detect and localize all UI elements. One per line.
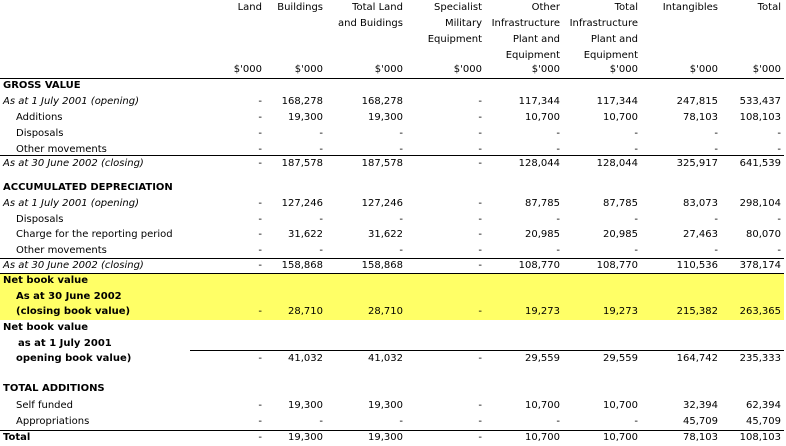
table-cell: 27,463 [683,229,718,240]
table-cell: - [258,416,262,427]
table-cell: 298,104 [739,198,781,209]
table-row [0,110,784,126]
table-cell: 378,174 [739,260,781,271]
table-cell: 20,985 [603,229,638,240]
table-cell: 83,073 [683,198,718,209]
table-cell: - [556,144,560,155]
table-cell: - [258,214,262,225]
table-cell: 235,333 [739,353,781,364]
table-cell: 533,437 [739,96,781,107]
table-cell: 10,700 [525,400,560,411]
row-label: Charge for the reporting period [16,229,173,240]
table-row [0,273,784,289]
table-cell: 19,273 [525,306,560,317]
table-cell: - [478,229,482,240]
table-row [0,320,784,336]
table-cell: - [478,306,482,317]
row-label: Additions [16,112,63,123]
table-cell: 641,539 [739,158,781,169]
table-cell: 32,394 [683,400,718,411]
table-row [0,94,784,110]
table-cell: 158,868 [281,260,323,271]
table-cell: - [478,260,482,271]
column-unit-3: $'000 [453,64,482,75]
table-cell: 117,344 [596,96,638,107]
table-cell: 31,622 [368,229,403,240]
column-unit-4: $'000 [531,64,560,75]
row-divider [0,78,784,79]
table-cell: - [258,432,262,443]
table-cell: 108,103 [739,432,781,443]
table-cell: - [319,128,323,139]
row-divider [0,273,784,274]
table-cell: 108,103 [739,112,781,123]
table-cell: - [319,144,323,155]
table-cell: 187,578 [361,158,403,169]
table-cell: 29,559 [525,353,560,364]
table-cell: - [258,112,262,123]
table-cell: 164,742 [676,353,718,364]
row-label: TOTAL ADDITIONS [3,383,105,394]
table-cell: - [399,416,403,427]
row-label: As at 1 July 2001 (opening) [3,198,140,209]
table-cell: - [399,144,403,155]
column-header-0: Land [237,2,262,13]
table-row [0,180,784,196]
table-row [0,381,784,397]
table-cell: - [478,400,482,411]
row-label: Disposals [16,214,64,225]
table-cell: 108,770 [596,260,638,271]
table-cell: 10,700 [603,400,638,411]
table-cell: 28,710 [368,306,403,317]
table-cell: 41,032 [368,353,403,364]
table-cell: - [777,144,781,155]
table-cell: 87,785 [525,198,560,209]
table-cell: - [478,112,482,123]
table-cell: 10,700 [525,432,560,443]
table-cell: - [478,96,482,107]
table-cell: - [258,128,262,139]
table-cell: 19,300 [368,112,403,123]
table-cell: - [478,158,482,169]
table-cell: 168,278 [361,96,403,107]
table-cell: 28,710 [288,306,323,317]
table-row [0,212,784,228]
table-row [0,258,784,274]
column-header-6: Intangibles [662,2,718,13]
table-cell: - [714,245,718,256]
table-row [0,156,784,172]
table-cell: - [714,144,718,155]
row-label: As at 30 June 2002 (closing) [3,158,144,169]
row-label: Self funded [16,400,74,411]
table-cell: 19,273 [603,306,638,317]
table-cell: 78,103 [683,432,718,443]
table-cell: 263,365 [739,306,781,317]
table-cell: 215,382 [676,306,718,317]
table-row [0,243,784,259]
table-row [0,398,784,414]
table-cell: 62,394 [746,400,781,411]
table-row [0,289,784,305]
row-label: Net book value [3,322,89,333]
table-cell: - [634,245,638,256]
column-unit-2: $'000 [374,64,403,75]
table-cell: - [777,245,781,256]
table-cell: - [478,198,482,209]
table-cell: 10,700 [603,432,638,443]
table-cell: - [478,353,482,364]
table-cell: - [258,400,262,411]
table-cell: - [258,229,262,240]
table-row [0,196,784,212]
row-divider [0,430,784,431]
row-label: Other movements [16,245,107,256]
row-divider [0,258,784,259]
row-label: Appropriations [16,416,90,427]
table-row [0,126,784,142]
table-cell: - [714,214,718,225]
table-cell: - [258,158,262,169]
table-cell: 78,103 [683,112,718,123]
table-cell: - [319,416,323,427]
table-cell: 87,785 [603,198,638,209]
table-cell: - [399,245,403,256]
table-cell: 168,278 [281,96,323,107]
row-label: As at 1 July 2001 (opening) [3,96,140,107]
row-label: GROSS VALUE [3,80,81,91]
table-row [0,78,784,94]
table-cell: - [399,214,403,225]
column-header-1: Buildings [277,2,323,13]
table-cell: - [478,245,482,256]
column-unit-7: $'000 [752,64,781,75]
table-cell: 31,622 [288,229,323,240]
row-label: Total [3,432,31,443]
row-divider [190,350,784,351]
table-cell: - [319,214,323,225]
table-cell: 110,536 [676,260,718,271]
row-label: (closing book value) [16,306,131,317]
table-cell: 158,868 [361,260,403,271]
table-cell: 10,700 [525,112,560,123]
table-cell: 19,300 [288,432,323,443]
table-cell: 45,709 [746,416,781,427]
table-cell: 128,044 [596,158,638,169]
table-cell: - [478,144,482,155]
row-label: Other movements [16,144,107,155]
table-cell: - [556,214,560,225]
column-unit-6: $'000 [689,64,718,75]
table-cell: 10,700 [603,112,638,123]
row-label: as at 1 July 2001 [18,338,112,349]
table-cell: - [777,214,781,225]
table-cell: 108,770 [518,260,560,271]
table-cell: 325,917 [676,158,718,169]
table-cell: 187,578 [281,158,323,169]
table-cell: 127,246 [281,198,323,209]
column-header-5: Total Infrastructure Plant and Equipment [569,2,638,61]
table-cell: - [634,128,638,139]
table-cell: - [258,353,262,364]
table-row [0,414,784,430]
table-cell: 127,246 [361,198,403,209]
table-cell: - [634,214,638,225]
row-label: ACCUMULATED DEPRECIATION [3,182,173,193]
table-cell: - [478,128,482,139]
column-unit-1: $'000 [294,64,323,75]
table-cell: - [258,198,262,209]
table-cell: 19,300 [288,112,323,123]
row-label: As at 30 June 2002 [16,291,122,302]
table-cell: 80,070 [746,229,781,240]
row-divider [0,155,784,156]
table-cell: - [258,260,262,271]
table-cell: - [777,128,781,139]
table-cell: - [478,432,482,443]
table-row [0,430,784,446]
table-cell: 19,300 [368,400,403,411]
table-cell: 45,709 [683,416,718,427]
table-cell: 20,985 [525,229,560,240]
table-cell: 117,344 [518,96,560,107]
table-cell: - [258,96,262,107]
table-cell: - [634,416,638,427]
table-cell: - [556,245,560,256]
table-cell: - [258,144,262,155]
column-header-7: Total [757,2,781,13]
table-cell: - [556,128,560,139]
table-cell: 19,300 [288,400,323,411]
row-label: As at 30 June 2002 (closing) [3,260,144,271]
table-cell: - [634,144,638,155]
table-cell: - [399,128,403,139]
column-unit-0: $'000 [233,64,262,75]
table-cell: - [258,245,262,256]
table-cell: 247,815 [676,96,718,107]
row-label: opening book value) [16,353,132,364]
table-cell: 128,044 [518,158,560,169]
table-cell: - [258,306,262,317]
table-cell: - [556,416,560,427]
table-cell: 29,559 [603,353,638,364]
table-row [0,304,784,320]
row-label: Net book value [3,275,89,286]
table-cell: - [319,245,323,256]
table-cell: 19,300 [368,432,403,443]
column-header-3: Specialist Military Equipment [427,2,482,45]
column-header-2: Total Land and Buidings [338,2,403,29]
row-label: Disposals [16,128,64,139]
column-header-4: Other Infrastructure Plant and Equipment [491,2,560,61]
column-unit-5: $'000 [609,64,638,75]
table-cell: - [714,128,718,139]
table-row [0,351,784,367]
table-cell: - [478,214,482,225]
table-cell: 41,032 [288,353,323,364]
table-cell: - [478,416,482,427]
table-row [0,227,784,243]
